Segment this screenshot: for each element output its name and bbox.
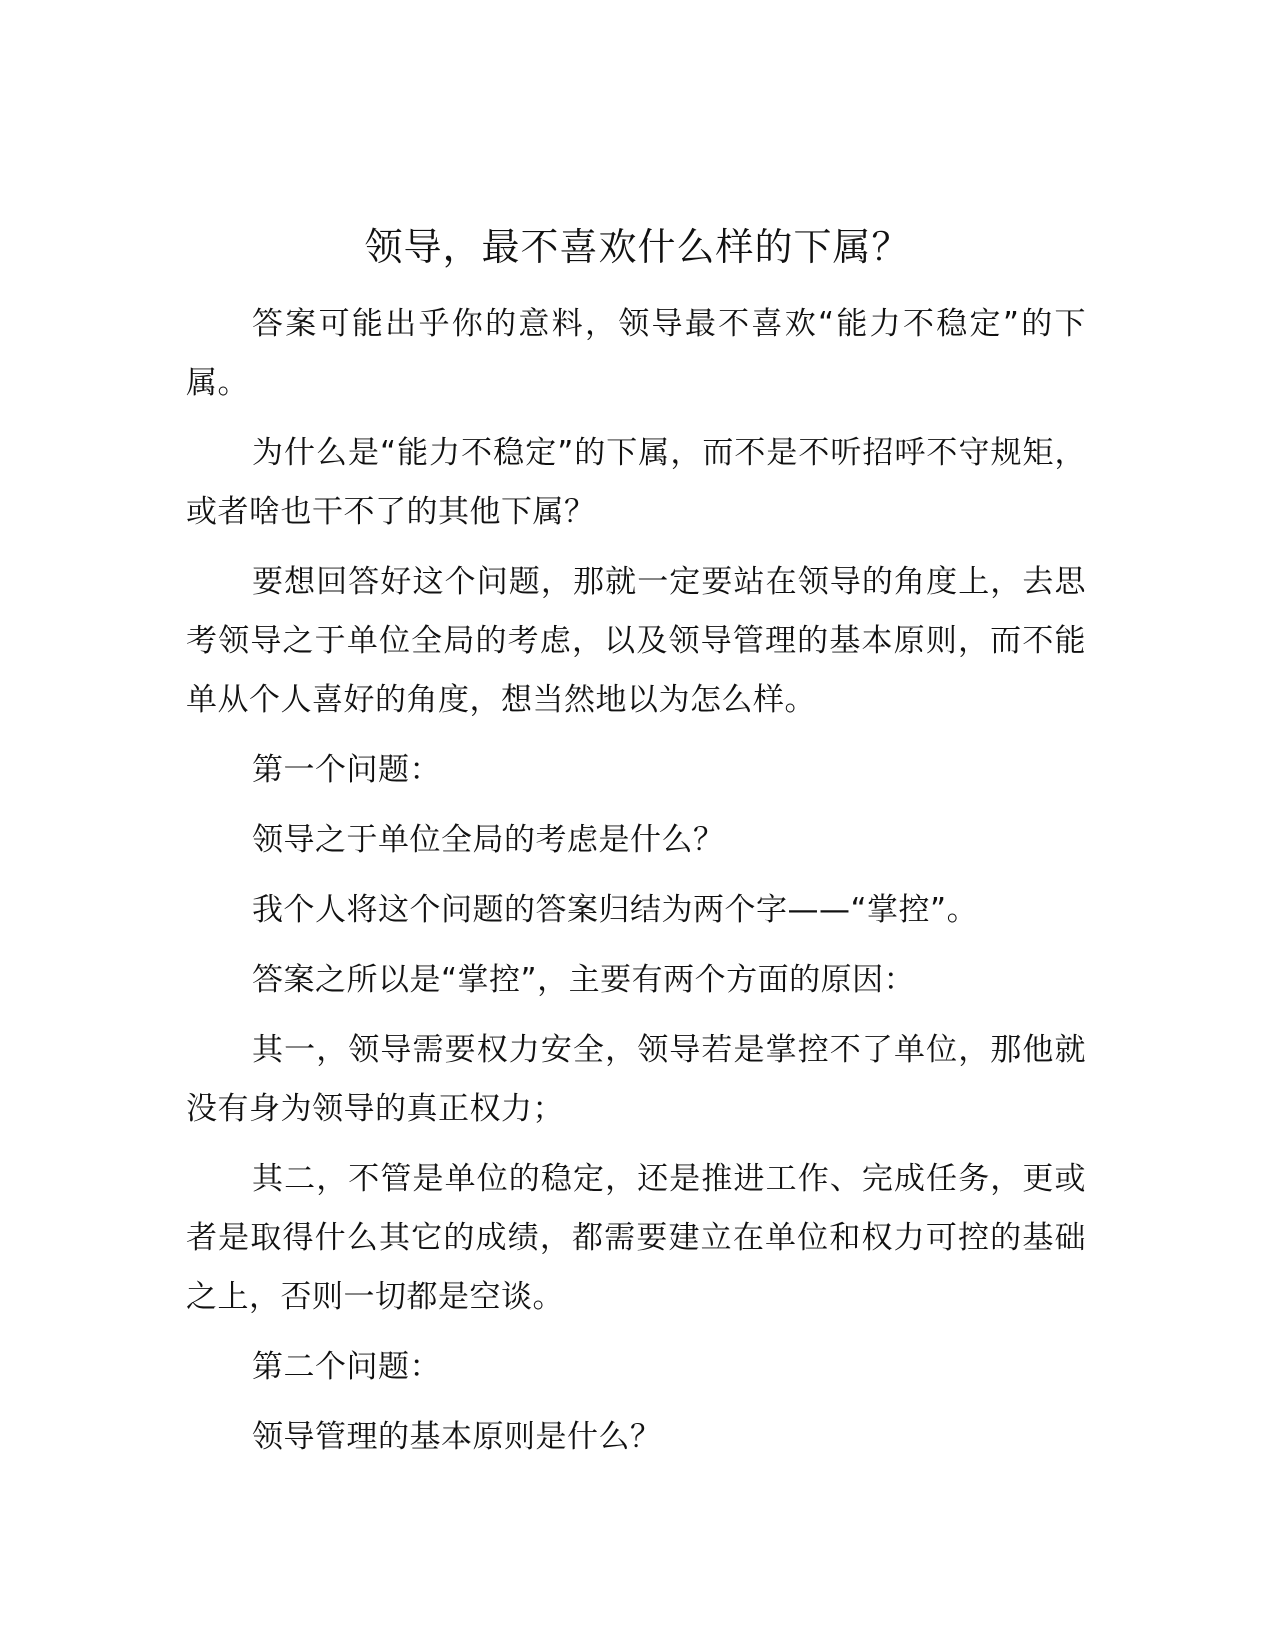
section-heading: 第二个问题： [252,1349,441,1385]
section-heading: 第一个问题： [252,752,441,788]
paragraph: 答案可能出乎你的意料，领导最不喜欢“能力不稳定”的下属。 [186,306,1086,401]
paragraph: 要想回答好这个问题，那就一定要站在领导的角度上，去思考领导之于单位全局的考虑，以及领导管理的基本原则，而不能单从个人喜好的角度，想当然地以为怎么样。 [186,564,1086,718]
question-text: 领导之于单位全局的考虑是什么？ [252,822,725,858]
paragraph: 为什么是“能力不稳定”的下属，而不是不听招呼不守规矩，或者啥也干不了的其他下属？ [186,435,1086,530]
paragraph: 其一，领导需要权力安全，领导若是掌控不了单位，那他就没有身为领导的真正权力； [186,1032,1086,1127]
document-title: 领导，最不喜欢什么样的下属？ [364,225,911,269]
question-text: 领导管理的基本原则是什么？ [252,1419,662,1455]
document-body [186,295,1086,1478]
paragraph: 我个人将这个问题的答案归结为两个字——“掌控”。 [252,892,979,928]
paragraph: 答案之所以是“掌控”，主要有两个方面的原因： [252,962,916,998]
paragraph: 其二，不管是单位的稳定，还是推进工作、完成任务，更或者是取得什么其它的成绩，都需要建立在单位和权力可控的基础之上，否则一切都是空谈。 [186,1161,1086,1315]
